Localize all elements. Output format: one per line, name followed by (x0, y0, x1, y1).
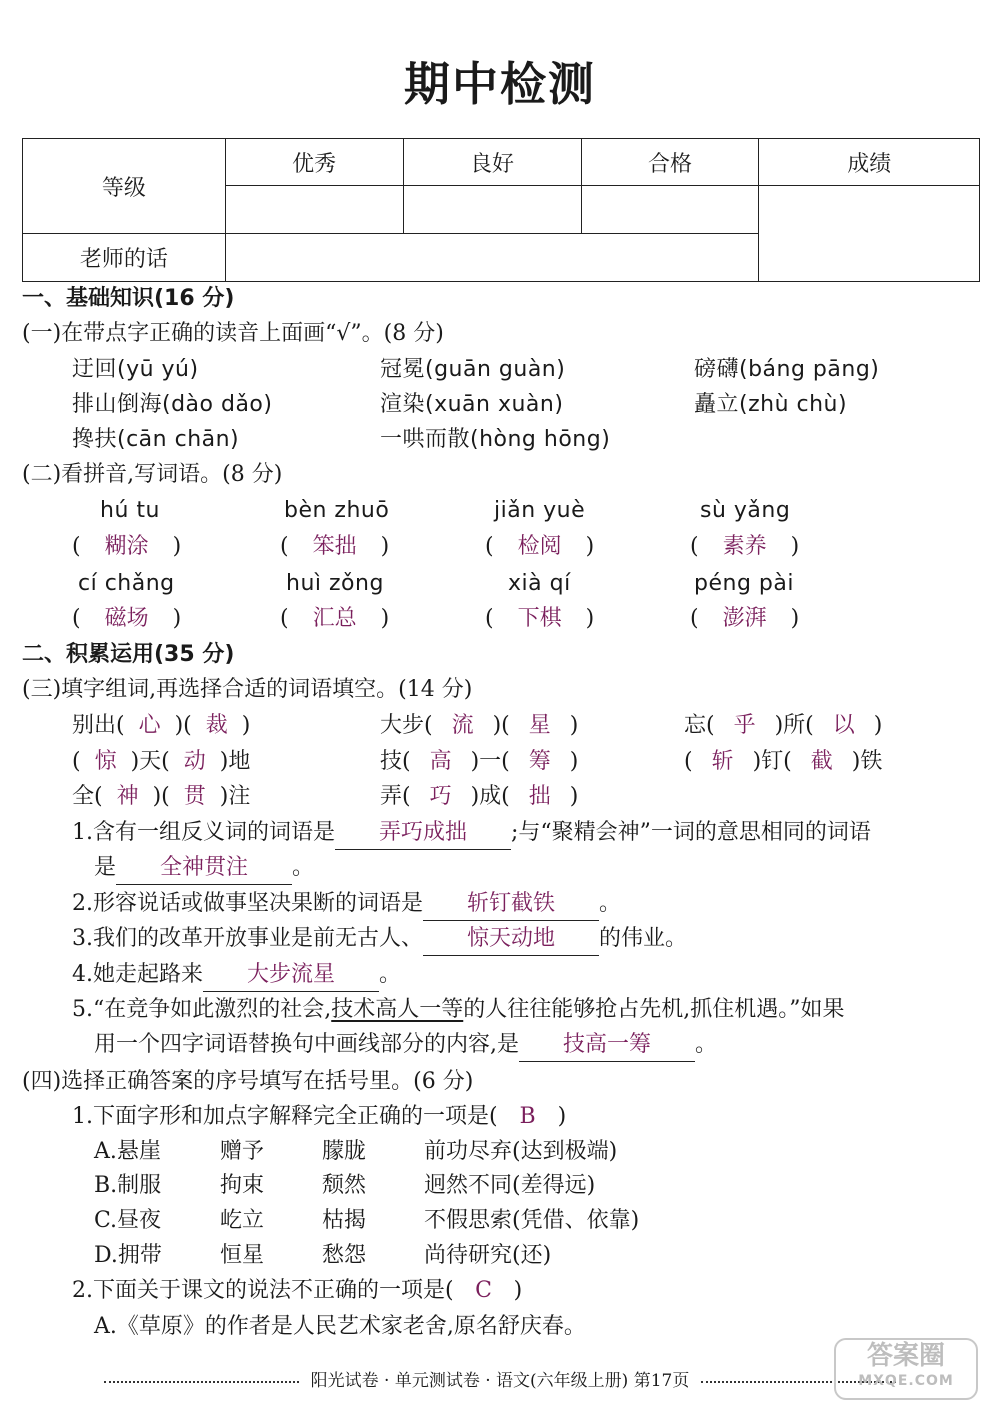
answer-text: 下棋 (517, 606, 562, 631)
q3-title: (三)填字组词,再选择合适的词语填空。(14 分) (22, 677, 473, 702)
option-b-word: 颓然 (322, 1173, 367, 1198)
q3-sentence-3: 3.我们的改革开放事业是前无古人、 惊天动地 的伟业。 (72, 923, 687, 955)
answer-box[interactable]: ( 检阅 ) (485, 531, 615, 563)
fill-blank[interactable]: 惊天动地 (423, 923, 599, 956)
answer-box[interactable]: ( 汇总 ) (280, 603, 410, 635)
idiom-item[interactable]: 弄( 巧 )成( 拙 ) (380, 784, 579, 809)
answer-text: 磁场 (104, 606, 149, 631)
idiom-item[interactable]: 大步( 流 )( 星 ) (380, 713, 579, 738)
pinyin: cí chǎng (78, 571, 175, 596)
pinyin: péng pài (694, 571, 794, 596)
fill-blank[interactable]: 全神贯注 (116, 852, 292, 885)
q3-sentence-4: 4.她走起路来 大步流星 。 (72, 959, 401, 991)
score-label: 成绩 (759, 139, 980, 186)
answer-box[interactable]: ( 磁场 ) (72, 603, 202, 635)
footer-text: 阳光试卷 · 单元测试卷 · 语文(六年级上册) 第17页 (310, 1371, 690, 1391)
option-b-word: 拘束 (220, 1173, 265, 1198)
option-d-word: 尚待研究(还) (424, 1243, 552, 1268)
option-d: D.拥带 (94, 1243, 162, 1268)
idiom-item[interactable]: 全( 神 )( 贯 )注 (72, 784, 251, 809)
q2-title: (二)看拼音,写词语。(8 分) (22, 462, 283, 487)
grade-pass: 合格 (581, 139, 759, 186)
answer-box[interactable]: ( 笨拙 ) (280, 531, 410, 563)
idiom-item[interactable]: 别出( 心 )( 裁 ) (72, 713, 251, 738)
teacher-comment-cell[interactable] (225, 234, 759, 282)
option-a-word: 赠予 (220, 1139, 265, 1164)
q1-item: 排山倒海(dào dǎo) (72, 392, 273, 417)
option-c-word: 枯揭 (322, 1208, 367, 1233)
grade-pass-cell[interactable] (581, 186, 759, 234)
pinyin: xià qí (508, 571, 571, 596)
grade-label: 等级 (23, 139, 226, 234)
grade-good: 良好 (403, 139, 581, 186)
pinyin: bèn zhuō (284, 498, 390, 523)
choice-answer[interactable]: B (519, 1104, 536, 1129)
fill-blank[interactable]: 弄巧成拙 (335, 817, 511, 850)
q4-question-2: 2.下面关于课文的说法不正确的一项是( C ) (72, 1275, 522, 1307)
idiom-item[interactable]: 忘( 乎 )所( 以 ) (684, 713, 883, 738)
q1-item: 渲染(xuān xuàn) (380, 392, 564, 417)
idiom-item[interactable]: ( 斩 )钉( 截 )铁 (684, 749, 883, 774)
fill-blank[interactable]: 大步流星 (203, 959, 379, 992)
grade-excellent-cell[interactable] (225, 186, 403, 234)
answer-box[interactable]: ( 下棋 ) (485, 603, 615, 635)
option-c-word: 不假思索(凭借、依靠) (424, 1208, 640, 1233)
q4-question-2-option-a: A.《草原》的作者是人民艺术家老舍,原名舒庆春。 (94, 1314, 586, 1339)
q1-item: 迂回(yū yú) (72, 357, 199, 382)
answer-text: 澎湃 (722, 606, 767, 631)
option-b-word: 迥然不同(差得远) (424, 1173, 596, 1198)
fill-blank[interactable]: 技高一筹 (519, 1029, 695, 1062)
option-a-word: 朦胧 (322, 1139, 367, 1164)
fill-blank[interactable]: 斩钉截铁 (423, 888, 599, 921)
answer-text: 素养 (722, 534, 767, 559)
section-1-title: 一、基础知识(16 分) (22, 286, 235, 311)
option-d-word: 恒星 (220, 1243, 265, 1268)
q4-question-1: 1.下面字形和加点字解释完全正确的一项是( B ) (72, 1101, 566, 1133)
q4-title: (四)选择正确答案的序号填写在括号里。(6 分) (22, 1069, 474, 1094)
option-b: B.制服 (94, 1173, 162, 1198)
choice-answer[interactable]: C (475, 1278, 492, 1303)
pinyin: sù yǎng (700, 498, 791, 523)
pinyin: jiǎn yuè (494, 498, 586, 523)
q1-item: 矗立(zhù chù) (694, 392, 848, 417)
q3-sentence-5: 5.“在竞争如此激烈的社会,技术高人一等的人往往能够抢占先机,抓住机遇。”如果 (72, 997, 845, 1022)
watermark-logo: 答案圈 MXQE.COM (834, 1338, 978, 1400)
section-2-title: 二、积累运用(35 分) (22, 642, 235, 667)
option-c-word: 屹立 (220, 1208, 265, 1233)
pinyin: huì zǒng (286, 571, 384, 596)
pinyin: hú tu (100, 498, 160, 523)
idiom-item[interactable]: ( 惊 )天( 动 )地 (72, 749, 251, 774)
idiom-item[interactable]: 技( 高 )一( 筹 ) (380, 749, 579, 774)
option-c: C.昼夜 (94, 1208, 162, 1233)
page-title: 期中检测 (404, 57, 596, 111)
underlined-phrase: 技术高人一等 (331, 997, 464, 1022)
page-footer (30, 1366, 970, 1391)
q3-sentence-5-cont: 用一个四字词语替换句中画线部分的内容,是 技高一筹 。 (94, 1029, 717, 1061)
answer-text: 糊涂 (104, 534, 149, 559)
q3-sentence-1-cont: 是 全神贯注 。 (94, 852, 314, 884)
answer-box[interactable]: ( 澎湃 ) (690, 603, 820, 635)
q1-item: 一哄而散(hòng hōng) (380, 427, 611, 452)
q3-sentence-1: 1.含有一组反义词的词语是 弄巧成拙 ;与“聚精会神”一词的意思相同的词语 (72, 817, 871, 849)
answer-text: 检阅 (517, 534, 562, 559)
grade-good-cell[interactable] (403, 186, 581, 234)
q1-title: (一)在带点字正确的读音上面画“√”。(8 分) (22, 321, 444, 346)
option-a-word: 前功尽弃(达到极端) (424, 1139, 618, 1164)
answer-box[interactable]: ( 素养 ) (690, 531, 820, 563)
q3-sentence-2: 2.形容说话或做事坚决果断的词语是 斩钉截铁 。 (72, 888, 621, 920)
q1-item: 冠冕(guān guàn) (380, 357, 566, 382)
option-a: A.悬崖 (94, 1139, 161, 1164)
grade-table (22, 138, 980, 282)
footer-divider-left (104, 1381, 299, 1383)
q1-item: 磅礴(báng pāng) (694, 357, 880, 382)
q1-item: 搀扶(cān chān) (72, 427, 240, 452)
answer-box[interactable]: ( 糊涂 ) (72, 531, 202, 563)
grade-excellent: 优秀 (225, 139, 403, 186)
answer-text: 汇总 (312, 606, 357, 631)
answer-text: 笨拙 (312, 534, 357, 559)
score-cell[interactable] (759, 186, 980, 282)
teacher-comment-label: 老师的话 (23, 234, 226, 282)
option-d-word: 愁怨 (322, 1243, 367, 1268)
